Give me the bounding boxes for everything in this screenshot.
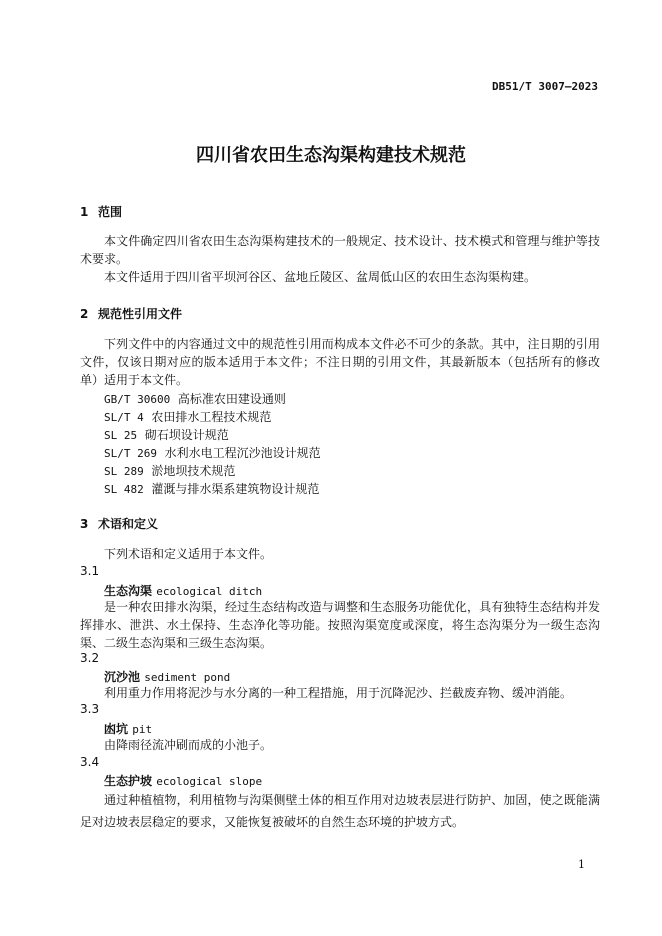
reference-item <box>104 408 271 425</box>
term-cn: 凼坑 <box>104 722 129 736</box>
term-heading <box>104 668 230 685</box>
paragraph: 下列术语和定义适用于本文件。 <box>104 547 273 561</box>
term-en: pit <box>132 723 153 736</box>
term-definition: 由降雨径流冲刷而成的小池子。 <box>104 738 273 752</box>
section-number: 1 <box>80 205 89 219</box>
term-number: 3.1 <box>80 564 100 578</box>
reference-item <box>104 390 286 407</box>
page-title: 四川省农田生态沟渠构建技术规范 <box>196 145 466 166</box>
term-en: ecological ditch <box>156 585 263 598</box>
reference-code: SL 482 <box>104 483 144 496</box>
paragraph: 下列文件中的内容通过文中的规范性引用而构成本文件必不可少的条款。其中，注日期的引用文件，仅该日期对应的版本适用于本文件；不注日期的引用文件，其最新版本（包括所有的修改单）适用于本文件。 <box>80 337 600 387</box>
term-cn: 生态沟渠 <box>104 584 153 598</box>
section-2-heading <box>80 305 182 322</box>
reference-item <box>104 480 319 497</box>
term-definition: 利用重力作用将泥沙与水分离的一种工程措施，用于沉降泥沙、拦截废弃物、缓冲消能。 <box>104 686 573 700</box>
section-3-heading <box>80 515 158 532</box>
section-number: 2 <box>80 307 89 321</box>
reference-name: 砌石坝设计规范 <box>144 428 229 442</box>
section-number: 3 <box>80 517 89 531</box>
term-heading <box>104 582 262 599</box>
section-title: 范围 <box>98 205 123 219</box>
paragraph: 本文件适用于四川省平坝河谷区、盆地丘陵区、盆周低山区的农田生态沟渠构建。 <box>104 270 537 284</box>
term-number: 3.3 <box>80 702 100 716</box>
term-definition: 是一种农田排水沟渠，经过生态结构改造与调整和生态服务功能优化，具有独特生态结构并发挥排水、泄洪、水土保持、生态净化等功能。按照沟渠宽度或深度，将生态沟渠分为一级生态沟渠、二级生态沟渠和三级生态沟渠。 <box>80 600 600 650</box>
reference-item <box>104 444 321 461</box>
term-definition: 通过种植植物，利用植物与沟渠侧壁土体的相互作用对边坡表层进行防护、加固，使之既能满足对边坡表层稳定的要求，又能恢复被破坏的自然生态环境的护坡方式。 <box>80 793 600 829</box>
term-number: 3.2 <box>80 651 100 665</box>
reference-code: SL/T 269 <box>104 447 157 460</box>
term-en: sediment pond <box>144 671 231 684</box>
term-heading <box>104 720 152 737</box>
term-en: ecological slope <box>156 775 263 788</box>
reference-item <box>104 426 229 443</box>
paragraph: 本文件确定四川省农田生态沟渠构建技术的一般规定、技术设计、技术模式和管理与维护等技术要求。 <box>80 234 600 266</box>
reference-code: SL/T 4 <box>104 411 144 424</box>
page-number: 1 <box>578 858 585 871</box>
section-1-heading <box>80 203 122 220</box>
term-cn: 沉沙池 <box>104 670 141 684</box>
section-title: 规范性引用文件 <box>98 307 183 321</box>
reference-code: GB/T 30600 <box>104 393 171 406</box>
reference-name: 农田排水工程技术规范 <box>151 410 272 424</box>
term-cn: 生态护坡 <box>104 774 153 788</box>
standard-number: DB51/T 3007—2023 <box>492 80 598 93</box>
reference-code: SL 289 <box>104 465 144 478</box>
reference-name: 淤地坝技术规范 <box>151 464 236 478</box>
reference-name: 灌溉与排水渠系建筑物设计规范 <box>151 482 320 496</box>
reference-code: SL 25 <box>104 429 138 442</box>
reference-item <box>104 462 235 479</box>
term-number: 3.4 <box>80 755 100 769</box>
reference-name: 水利水电工程沉沙池设计规范 <box>164 446 321 460</box>
term-heading <box>104 772 262 789</box>
reference-name: 高标准农田建设通则 <box>177 392 286 406</box>
section-title: 术语和定义 <box>98 517 159 531</box>
